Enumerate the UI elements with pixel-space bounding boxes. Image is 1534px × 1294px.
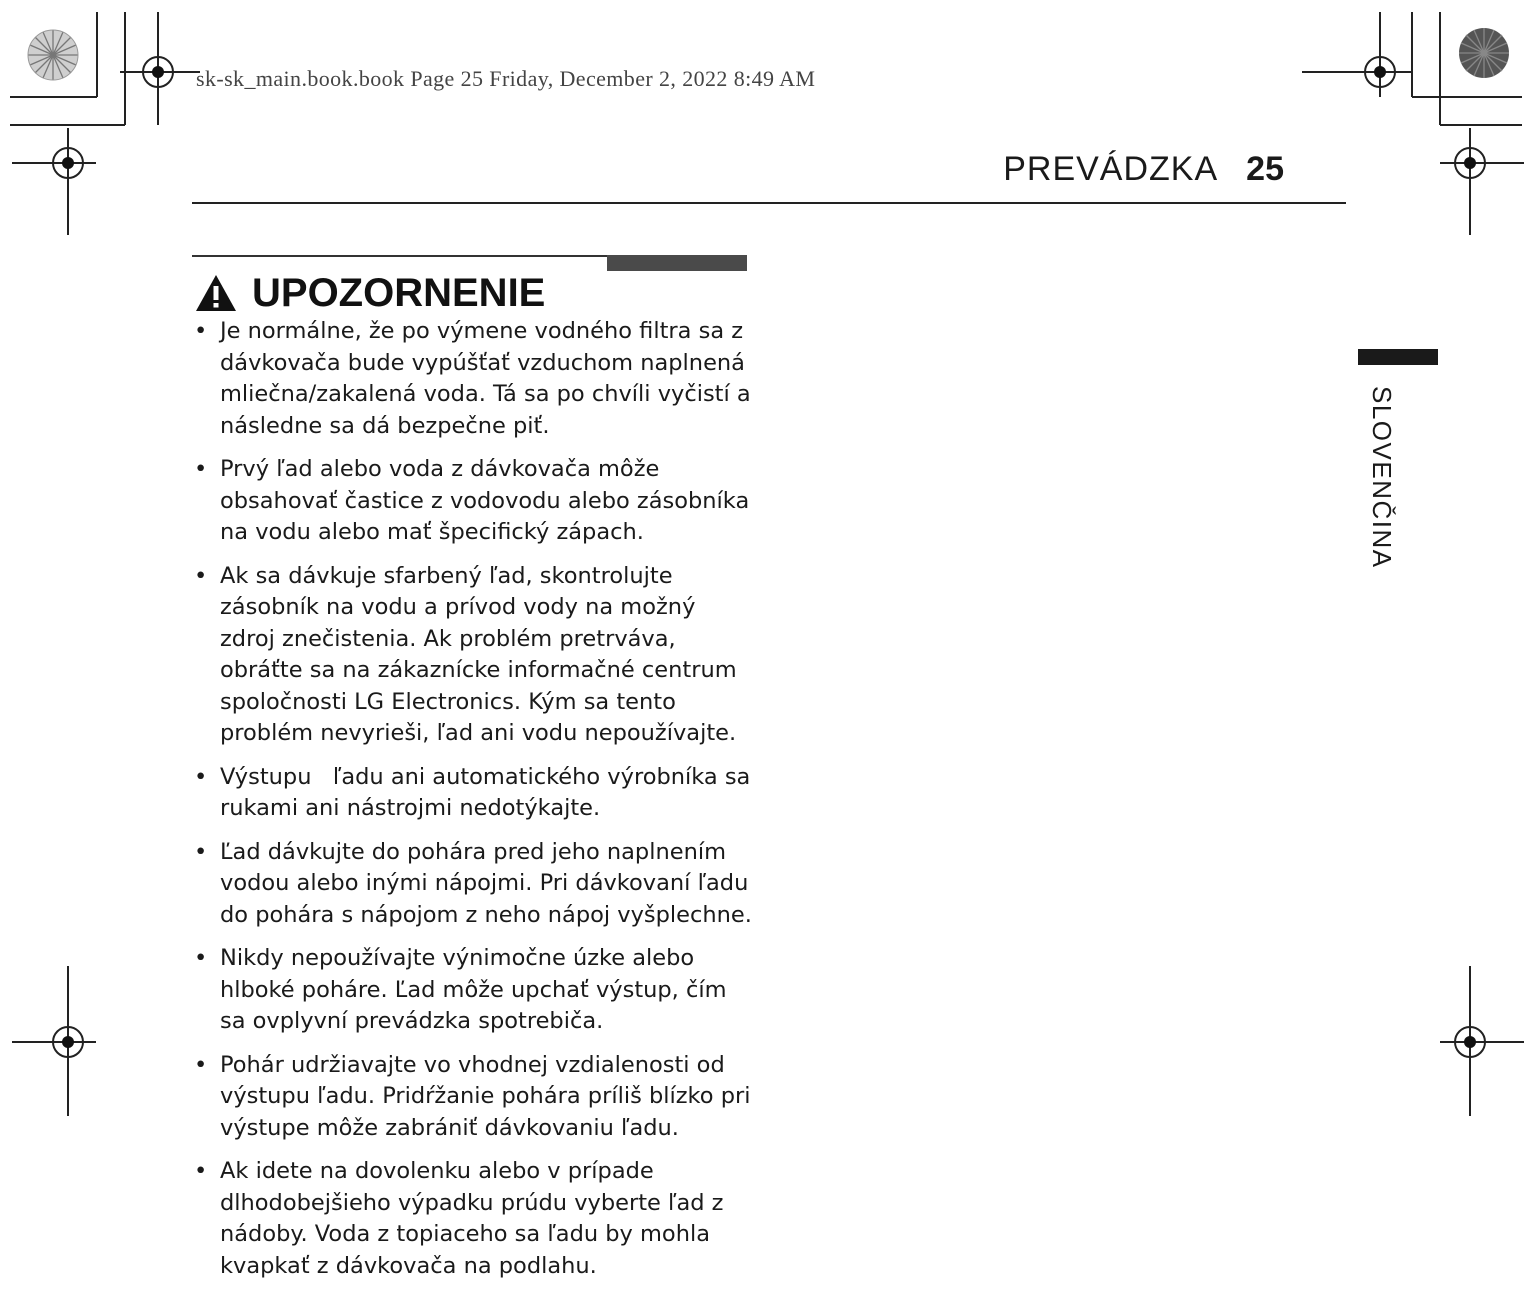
caution-title: UPOZORNENIE [252,270,546,315]
bullet-marker: • [194,562,208,589]
bullet-marker: • [194,456,208,482]
caution-item-text: Ak sa dávkuje sfarbený ľad, skontrolujte zásobník na vodu a prívod vody na možný zdroj znečistenia. Ak problém pretrváva, obráťte sa na zákaznícke informačné centrum spoločnosti LG Electronics. Kým sa tento problém nevyrieši, ľad ani vodu nepoužívajte. [220,562,737,746]
caution-item [193,1156,753,1282]
bullet-marker: • [194,318,208,344]
print-info-line: sk-sk_main.book.book Page 25 Friday, December 2, 2022 8:49 AM [196,66,816,91]
caution-item [193,454,753,549]
registration-star-left [28,30,78,80]
caution-item-text: Prvý ľad alebo voda z dávkovača môže obsahovať častice z vodovodu alebo zásobníka na vodu alebo mať špecifický zápach. [220,456,750,545]
running-header [1003,150,1284,189]
bullet-marker: • [194,838,208,865]
language-tab-label: SLOVENČINA [1367,386,1397,569]
caution-item [193,561,753,750]
caution-item-text: Nikdy nepoužívajte výnimočne úzke alebo hlboké poháre. Ľad môže upchať výstup, čím sa ovplyvní prevádzka spotrebiča. [220,945,727,1034]
caution-item [193,837,753,932]
caution-item [193,943,753,1038]
registration-star-right [1459,28,1509,78]
caution-top-rule [192,255,610,257]
caution-item [193,762,758,825]
caution-item-text: Výstupu ľadu ani automatického výrobníka sa rukami ani nástrojmi nedotýkajte. [220,763,758,821]
caution-item [193,1050,753,1145]
bullet-marker: • [194,945,208,971]
language-tab-bar [1358,349,1438,365]
caution-list [193,316,758,1294]
caution-item-text: Pohár udržiavajte vo vhodnej vzdialenosti od výstupu ľadu. Pridŕžanie pohára príliš blízko pri výstupe môže zabrániť dávkovaniu ľadu. [220,1051,751,1141]
bullet-marker: • [194,1051,208,1078]
caution-top-bar [607,255,747,271]
header-divider [192,202,1346,204]
caution-item-text: Ak idete na dovolenku alebo v prípade dlhodobejšieho výpadku prúdu vyberte ľad z nádoby. Voda z topiaceho sa ľadu by mohla kvapkať z dávkovača na podlahu. [220,1158,724,1279]
caution-item-text: Je normálne, že po výmene vodného filtra sa z dávkovača bude vypúšťať vzduchom naplnená mliečna/zakalená voda. Tá sa po chvíli vyčistí a následne sa dá bezpečne piť. [220,318,751,439]
warning-triangle-icon [194,273,238,313]
section-title: PREVÁDZKA [1003,150,1219,188]
bullet-marker: • [194,763,208,790]
bullet-marker: • [194,1158,208,1184]
caution-heading [194,268,545,318]
page-number: 25 [1246,150,1284,188]
caution-item-text: Ľad dávkujte do pohára pred jeho naplnením vodou alebo inými nápojmi. Pri dávkovaní ľadu do pohára s nápojom z neho nápoj vyšplechne. [220,838,752,928]
caution-item [193,316,753,442]
